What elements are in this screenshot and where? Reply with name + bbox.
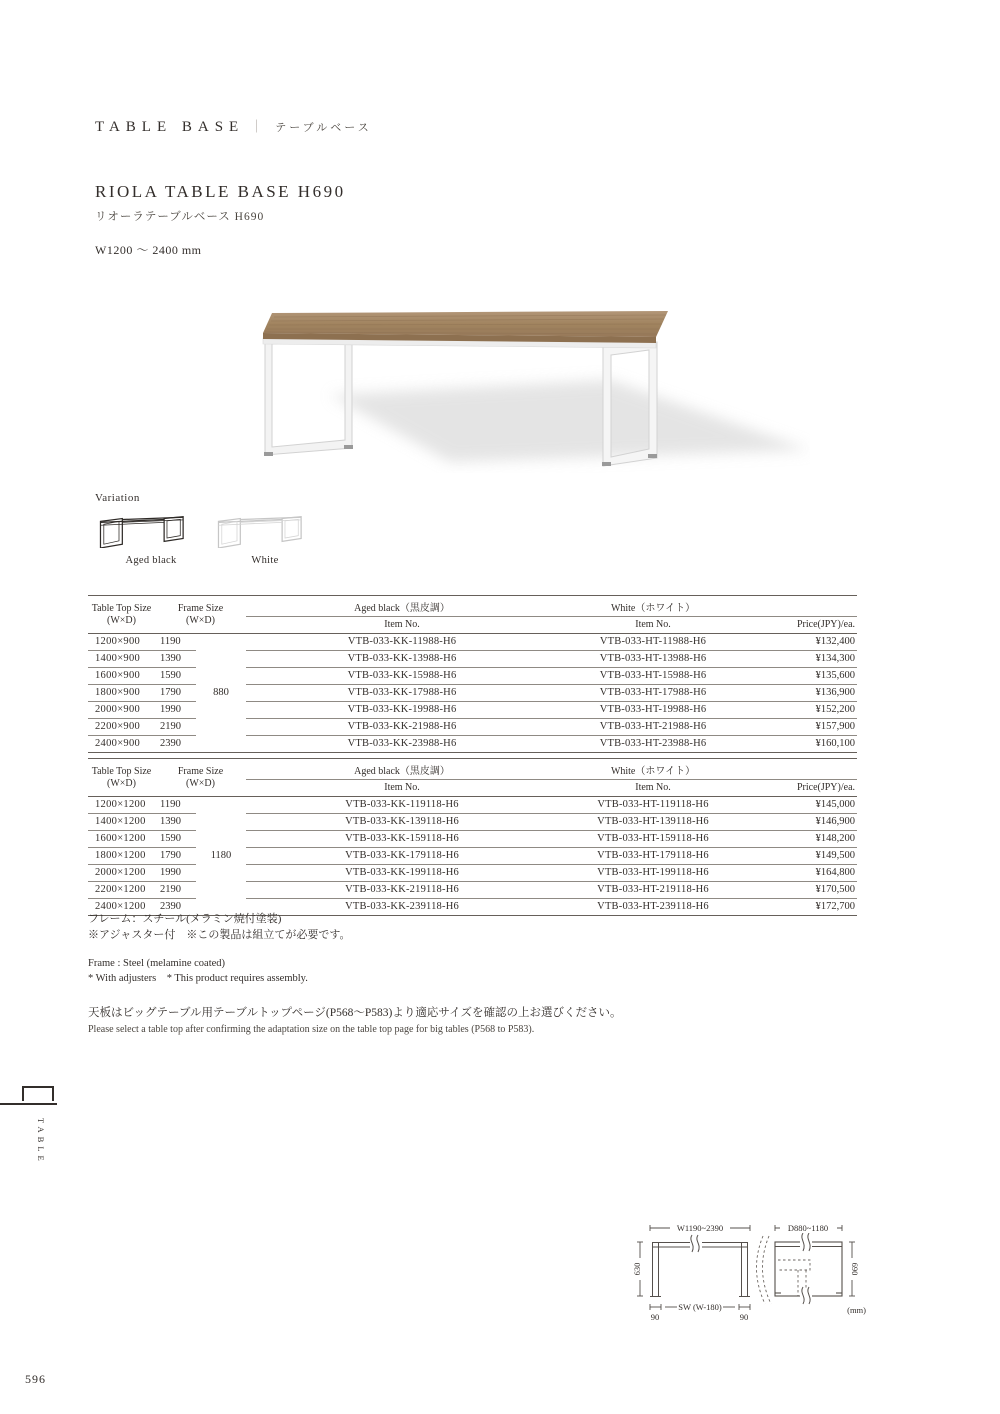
cell-price: ¥132,400 <box>748 634 857 651</box>
note-adjuster-en: * With adjusters * This product requires assembly. <box>88 972 308 984</box>
note-adjuster-jp: ※アジャスター付 ※この製品は組立てが必要です。 <box>88 928 351 941</box>
header-item-no: Item No. <box>558 617 748 634</box>
variant-aged-black-image <box>95 510 200 548</box>
cell-item-white: VTB-033-HT-13988-H6 <box>558 651 748 668</box>
spec-table-d1200 <box>88 758 857 916</box>
cell-item-white: VTB-033-HT-21988-H6 <box>558 719 748 736</box>
variant-caption: White <box>251 555 279 566</box>
spec-rows <box>88 634 857 753</box>
cell-price: ¥157,900 <box>748 719 857 736</box>
header-item-no: Item No. <box>558 780 748 797</box>
cell-item-aged-black: VTB-033-KK-13988-H6 <box>246 651 558 668</box>
cell-top-size: 1400×900 <box>88 651 155 668</box>
cell-top-size: 1200×900 <box>88 634 155 651</box>
cell-frame-width: 1990 <box>155 865 196 882</box>
note-info-jp: 天板はビッグテーブル用テーブルトップページ(P568〜P583)より適応サイズを確認の上お選びください。 <box>88 1007 622 1020</box>
unit-label: (mm) <box>847 1305 866 1315</box>
note-frame-jp: フレーム：スチール(メラミン焼付塗装) <box>88 913 282 925</box>
cell-item-aged-black: VTB-033-KK-139118-H6 <box>246 814 558 831</box>
header-top-size: Table Top Size (W×D) <box>88 759 155 797</box>
cell-top-size: 2200×900 <box>88 719 155 736</box>
cell-price: ¥172,700 <box>748 899 857 916</box>
cell-top-size: 2400×900 <box>88 736 155 753</box>
header-item-no: Item No. <box>246 780 558 797</box>
side-height-label: 690 <box>850 1262 860 1276</box>
left-leg-frame <box>265 333 352 455</box>
variant-caption: Aged black <box>125 555 177 566</box>
cell-item-aged-black: VTB-033-KK-219118-H6 <box>246 882 558 899</box>
cell-price: ¥164,800 <box>748 865 857 882</box>
cell-item-aged-black: VTB-033-KK-17988-H6 <box>246 685 558 702</box>
cell-top-size: 2000×1200 <box>88 865 155 882</box>
cell-frame-width: 2390 <box>155 736 196 753</box>
cell-price: ¥135,600 <box>748 668 857 685</box>
header-price: Price(JPY)/ea. <box>748 617 857 634</box>
table-icon <box>22 1086 54 1101</box>
cell-frame-width: 2190 <box>155 882 196 899</box>
category-header <box>95 116 372 136</box>
cell-frame-width: 1790 <box>155 848 196 865</box>
header-white: White（ホワイト） <box>558 759 748 780</box>
cell-item-aged-black: VTB-033-KK-21988-H6 <box>246 719 558 736</box>
cell-frame-width: 2190 <box>155 719 196 736</box>
cell-frame-width: 1590 <box>155 831 196 848</box>
product-photo <box>230 288 810 473</box>
cell-frame-depth: 1180 <box>196 797 246 916</box>
cell-price: ¥149,500 <box>748 848 857 865</box>
notes-section <box>88 912 788 1035</box>
cell-item-white: VTB-033-HT-179118-H6 <box>558 848 748 865</box>
cell-item-aged-black: VTB-033-KK-159118-H6 <box>246 831 558 848</box>
front-sw-label: SW (W-180) <box>678 1302 722 1312</box>
header-item-no: Item No. <box>246 617 558 634</box>
cell-top-size: 2400×1200 <box>88 899 155 916</box>
cell-top-size: 2200×1200 <box>88 882 155 899</box>
product-title-jp: リオーラテーブルベース H690 <box>95 211 265 223</box>
table-render-image <box>230 288 810 473</box>
variant-white-image <box>213 510 318 548</box>
cell-top-size: 1200×1200 <box>88 797 155 814</box>
category-title-jp: テーブルベース <box>275 122 372 134</box>
cell-item-white: VTB-033-HT-219118-H6 <box>558 882 748 899</box>
cell-price: ¥134,300 <box>748 651 857 668</box>
note-info-en: Please select a table top after confirming the adaptation size on the table top page for big tables (P568 to P583). <box>88 1024 535 1036</box>
cell-price: ¥145,000 <box>748 797 857 814</box>
cell-price: ¥148,200 <box>748 831 857 848</box>
cell-item-white: VTB-033-HT-199118-H6 <box>558 865 748 882</box>
cell-frame-width: 2390 <box>155 899 196 916</box>
cell-frame-width: 1590 <box>155 668 196 685</box>
cell-frame-width: 1190 <box>155 634 196 651</box>
cell-frame-width: 1190 <box>155 797 196 814</box>
spec-rows <box>88 797 857 916</box>
cell-item-aged-black: VTB-033-KK-119118-H6 <box>246 797 558 814</box>
cell-item-aged-black: VTB-033-KK-199118-H6 <box>246 865 558 882</box>
table-shadow <box>330 380 810 462</box>
cell-item-white: VTB-033-HT-119118-H6 <box>558 797 748 814</box>
cell-top-size: 1800×900 <box>88 685 155 702</box>
cell-top-size: 1800×1200 <box>88 848 155 865</box>
cell-item-aged-black: VTB-033-KK-239118-H6 <box>246 899 558 916</box>
cell-price: ¥160,100 <box>748 736 857 753</box>
spec-row <box>88 797 857 814</box>
cell-item-white: VTB-033-HT-139118-H6 <box>558 814 748 831</box>
side-tab-label: TABLE <box>36 1118 46 1165</box>
variant-white <box>213 510 317 566</box>
dimension-diagram <box>628 1220 888 1328</box>
product-heading <box>95 182 346 258</box>
front-foot-right-label: 90 <box>739 1312 749 1322</box>
cell-top-size: 1400×1200 <box>88 814 155 831</box>
variation-label: Variation <box>95 492 140 504</box>
cell-frame-width: 1990 <box>155 702 196 719</box>
header-frame-size: Frame Size (W×D) <box>155 596 246 634</box>
header-white: White（ホワイト） <box>558 596 748 617</box>
cell-price: ¥136,900 <box>748 685 857 702</box>
variation-section <box>95 492 355 566</box>
header-price-spacer <box>748 596 857 617</box>
cell-item-white: VTB-033-HT-15988-H6 <box>558 668 748 685</box>
header-price: Price(JPY)/ea. <box>748 780 857 797</box>
cell-item-white: VTB-033-HT-239118-H6 <box>558 899 748 916</box>
front-height-label: 630 <box>632 1262 642 1276</box>
cell-price: ¥152,200 <box>748 702 857 719</box>
cell-item-aged-black: VTB-033-KK-19988-H6 <box>246 702 558 719</box>
cell-frame-width: 1390 <box>155 651 196 668</box>
front-width-label: W1190~2390 <box>676 1223 724 1233</box>
spec-row <box>88 634 857 651</box>
cell-item-white: VTB-033-HT-17988-H6 <box>558 685 748 702</box>
front-foot-left-label: 90 <box>650 1312 660 1322</box>
side-depth-label: D880~1180 <box>787 1223 829 1233</box>
spec-table-d900 <box>88 595 857 753</box>
header-frame-size: Frame Size (W×D) <box>155 759 246 797</box>
header-aged-black: Aged black（黒皮調） <box>246 759 558 780</box>
cell-price: ¥170,500 <box>748 882 857 899</box>
cell-item-white: VTB-033-HT-11988-H6 <box>558 634 748 651</box>
cell-top-size: 1600×1200 <box>88 831 155 848</box>
tab-rule <box>0 1103 57 1105</box>
cell-price: ¥146,900 <box>748 814 857 831</box>
category-title-en: TABLE BASE <box>95 119 245 135</box>
cell-item-white: VTB-033-HT-159118-H6 <box>558 831 748 848</box>
cell-item-aged-black: VTB-033-KK-15988-H6 <box>246 668 558 685</box>
header-aged-black: Aged black（黒皮調） <box>246 596 558 617</box>
variant-aged-black <box>95 510 207 566</box>
cell-frame-width: 1790 <box>155 685 196 702</box>
page-number: 596 <box>25 1372 46 1386</box>
cell-item-aged-black: VTB-033-KK-23988-H6 <box>246 736 558 753</box>
note-frame-en: Frame : Steel (melamine coated) <box>88 957 226 969</box>
cell-top-size: 1600×900 <box>88 668 155 685</box>
cell-item-aged-black: VTB-033-KK-11988-H6 <box>246 634 558 651</box>
cell-item-white: VTB-033-HT-23988-H6 <box>558 736 748 753</box>
category-separator: ｜ <box>250 119 264 134</box>
cell-frame-depth: 880 <box>196 634 246 753</box>
header-price-spacer <box>748 759 857 780</box>
cell-item-aged-black: VTB-033-KK-179118-H6 <box>246 848 558 865</box>
cell-frame-width: 1390 <box>155 814 196 831</box>
cell-item-white: VTB-033-HT-19988-H6 <box>558 702 748 719</box>
cell-top-size: 2000×900 <box>88 702 155 719</box>
product-title: RIOLA TABLE BASE H690 <box>95 182 346 201</box>
header-top-size: Table Top Size (W×D) <box>88 596 155 634</box>
product-size-range: W1200 〜 2400 mm <box>95 243 202 257</box>
